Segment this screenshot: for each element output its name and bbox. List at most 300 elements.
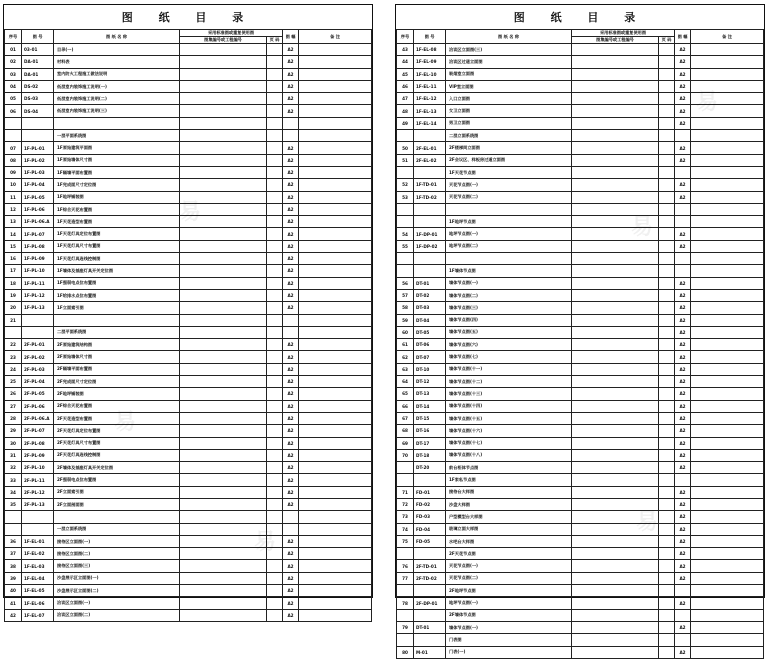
- header-page: 页 码: [659, 37, 675, 44]
- row-number: 48: [397, 105, 414, 117]
- row-number: [5, 523, 22, 535]
- drawing-name: 洽谈区立面图(三): [446, 44, 572, 56]
- table-row: [5, 44, 372, 56]
- drawing-code: 1F-PL-08: [22, 240, 54, 252]
- drawing-code: 1F-PL-11: [22, 277, 54, 289]
- remark: [299, 339, 372, 351]
- row-number: 69: [397, 437, 414, 449]
- page-number: [267, 474, 283, 486]
- drawing-code: 1F-EL-05: [22, 585, 54, 597]
- rows-right: [397, 44, 764, 659]
- page-number: [659, 523, 675, 535]
- table-row: [5, 326, 372, 338]
- row-number: 72: [397, 498, 414, 510]
- drawing-name: 洽谈区立面图(一): [54, 597, 180, 609]
- remark: [299, 585, 372, 597]
- remark: [299, 228, 372, 240]
- table-row: [397, 179, 764, 191]
- remark: [691, 44, 764, 56]
- std-reference: [572, 203, 659, 215]
- page-number: [267, 462, 283, 474]
- std-reference: [180, 585, 267, 597]
- table-row: [5, 80, 372, 92]
- drawing-code: 1F-EL-09: [414, 56, 446, 68]
- page-number: [267, 437, 283, 449]
- drawing-name: 墙体节点图(六): [446, 339, 572, 351]
- drawing-name: 天花节点图(一): [446, 560, 572, 572]
- remark: [691, 314, 764, 326]
- std-reference: [572, 437, 659, 449]
- page-number: [267, 179, 283, 191]
- table-row: [397, 585, 764, 597]
- drawing-name: 2F强弱电点位布置图: [54, 474, 180, 486]
- sheet-size: A2: [283, 166, 299, 178]
- std-reference: [180, 130, 267, 142]
- std-reference: [572, 191, 659, 203]
- page-number: [659, 302, 675, 314]
- drawing-name: 玻璃立面大样图: [446, 523, 572, 535]
- row-number: 15: [5, 240, 22, 252]
- std-reference: [180, 166, 267, 178]
- page-number: [267, 191, 283, 203]
- table-row: [397, 289, 764, 301]
- drawing-code: 1F-EL-01: [22, 535, 54, 547]
- std-reference: [180, 240, 267, 252]
- remark: [299, 314, 372, 326]
- row-number: 75: [397, 535, 414, 547]
- row-number: 50: [397, 142, 414, 154]
- remark: [691, 179, 764, 191]
- page-number: [659, 203, 675, 215]
- header-std-sub: 图集编号或工程编号: [180, 37, 267, 44]
- std-reference: [180, 474, 267, 486]
- page-number: [267, 302, 283, 314]
- table-row: [397, 363, 764, 375]
- header-name: 图 纸 名 称: [446, 30, 572, 44]
- page-number: [267, 44, 283, 56]
- row-number: 52: [397, 179, 414, 191]
- remark: [691, 412, 764, 424]
- std-reference: [180, 326, 267, 338]
- std-reference: [572, 117, 659, 129]
- page-number: [267, 93, 283, 105]
- remark: [691, 437, 764, 449]
- sheet-size: A2: [675, 105, 691, 117]
- table-row: [397, 80, 764, 92]
- remark: [299, 388, 372, 400]
- drawing-name: 墙体节点图(三): [446, 302, 572, 314]
- table-row: [5, 449, 372, 461]
- drawing-code: 2F-PL-10: [22, 462, 54, 474]
- std-reference: [180, 412, 267, 424]
- drawing-code: DA-01: [22, 68, 54, 80]
- table-row: [5, 474, 372, 486]
- table-row: [397, 277, 764, 289]
- std-reference: [180, 425, 267, 437]
- std-reference: [572, 425, 659, 437]
- drawing-code: M-01: [414, 646, 446, 658]
- sheet-size: [675, 265, 691, 277]
- page-number: [659, 191, 675, 203]
- drawing-code: 1F-PL-06: [22, 203, 54, 215]
- drawing-name: [54, 314, 180, 326]
- std-reference: [180, 191, 267, 203]
- row-number: 68: [397, 425, 414, 437]
- table-row: [397, 486, 764, 498]
- sheet-size: [675, 130, 691, 142]
- drawing-name: 1F墙体节点图: [446, 265, 572, 277]
- drawing-code: 1F-PL-02: [22, 154, 54, 166]
- page-number: [267, 265, 283, 277]
- sheet-size: [675, 203, 691, 215]
- row-number: 80: [397, 646, 414, 658]
- drawing-name: 2F天花灯具连线控制图: [54, 449, 180, 461]
- row-number: [397, 609, 414, 621]
- drawing-name: 1F地坪铺装图: [54, 191, 180, 203]
- page-number: [267, 105, 283, 117]
- table-row: [5, 376, 372, 388]
- table-row: [5, 179, 372, 191]
- std-reference: [572, 560, 659, 572]
- drawing-code: [22, 326, 54, 338]
- row-number: [397, 203, 414, 215]
- sheet-size: A2: [283, 93, 299, 105]
- row-number: 43: [397, 44, 414, 56]
- drawing-code: 2F-PL-08: [22, 437, 54, 449]
- std-reference: [180, 93, 267, 105]
- drawing-name: 户型模型台大样图: [446, 511, 572, 523]
- sheet-size: A2: [675, 228, 691, 240]
- table-row: [397, 388, 764, 400]
- table-row: [5, 339, 372, 351]
- sheet-size: A2: [283, 462, 299, 474]
- drawing-name: 2F会议区、样板房过道立面图: [446, 154, 572, 166]
- page-number: [659, 80, 675, 92]
- row-number: 14: [5, 228, 22, 240]
- drawing-code: 2F-PL-06: [22, 400, 54, 412]
- std-reference: [572, 80, 659, 92]
- drawing-code: [414, 474, 446, 486]
- drawing-code: 2F-PL-03: [22, 363, 54, 375]
- drawing-name: 墙体节点图(十三): [446, 388, 572, 400]
- drawing-code: 1F-EL-06: [22, 597, 54, 609]
- remark: [691, 572, 764, 584]
- drawing-name: 墙体节点图(十七): [446, 437, 572, 449]
- page-number: [659, 253, 675, 265]
- header-std-group: 采用标准图或重复使用图: [180, 30, 283, 37]
- page-number: [659, 486, 675, 498]
- table-row: [5, 216, 372, 228]
- std-reference: [572, 388, 659, 400]
- drawing-code: 1F-DP-02: [414, 240, 446, 252]
- std-reference: [572, 462, 659, 474]
- page-number: [659, 265, 675, 277]
- remark: [299, 572, 372, 584]
- drawing-code: 1F-EL-04: [22, 572, 54, 584]
- row-number: 38: [5, 560, 22, 572]
- remark: [299, 560, 372, 572]
- drawing-name: 二层平面系统图: [54, 326, 180, 338]
- sheet-size: A2: [283, 560, 299, 572]
- row-number: 04: [5, 80, 22, 92]
- drawing-code: 2F-PL-13: [22, 498, 54, 510]
- drawing-name: 低层室内装饰施工说明(三): [54, 105, 180, 117]
- drawing-name: [54, 117, 180, 129]
- header-std-group: 采用标准图或重复使用图: [572, 30, 675, 37]
- drawing-code: 1F-PL-04: [22, 179, 54, 191]
- table-row: [5, 437, 372, 449]
- drawing-code: [22, 130, 54, 142]
- page-number: [659, 548, 675, 560]
- table-row: [397, 634, 764, 646]
- row-number: [397, 585, 414, 597]
- table-row: [397, 548, 764, 560]
- row-number: [5, 117, 22, 129]
- header-std-sub: 图集编号或工程编号: [572, 37, 659, 44]
- page-number: [267, 585, 283, 597]
- sheet-size: A2: [675, 314, 691, 326]
- page-number: [659, 154, 675, 166]
- table-row: [397, 216, 764, 228]
- row-number: 13: [5, 216, 22, 228]
- table-row: [397, 535, 764, 547]
- table-row: [5, 166, 372, 178]
- std-reference: [180, 203, 267, 215]
- sheet-size: [675, 609, 691, 621]
- row-number: 40: [5, 585, 22, 597]
- table-row: [5, 93, 372, 105]
- drawing-code: 1F-TD-01: [414, 179, 446, 191]
- drawing-name: 1F天花造型布置图: [54, 216, 180, 228]
- drawing-name: VIP室立面图: [446, 80, 572, 92]
- drawing-code: 1F-EL-11: [414, 80, 446, 92]
- remark: [691, 289, 764, 301]
- remark: [691, 449, 764, 461]
- row-number: 28: [5, 412, 22, 424]
- std-reference: [572, 179, 659, 191]
- std-reference: [572, 130, 659, 142]
- sheet-size: A2: [283, 498, 299, 510]
- page-number: [267, 486, 283, 498]
- page-number: [659, 425, 675, 437]
- sheet-size: A2: [283, 191, 299, 203]
- std-reference: [180, 498, 267, 510]
- table-row: [5, 314, 372, 326]
- header-no: 序号: [5, 30, 22, 44]
- sheet-size: A2: [675, 486, 691, 498]
- table-row: [5, 191, 372, 203]
- drawing-code: DT-05: [414, 326, 446, 338]
- drawing-code: 03-01: [22, 44, 54, 56]
- row-number: [397, 462, 414, 474]
- table-row: [397, 412, 764, 424]
- remark: [299, 474, 372, 486]
- remark: [691, 93, 764, 105]
- sheet-size: A2: [675, 326, 691, 338]
- table-row: [5, 511, 372, 523]
- remark: [691, 363, 764, 375]
- drawing-code: 1F-EL-12: [414, 93, 446, 105]
- table-row: [5, 228, 372, 240]
- row-number: 33: [5, 474, 22, 486]
- sheet-size: A2: [283, 412, 299, 424]
- drawing-code: [414, 130, 446, 142]
- page-number: [659, 339, 675, 351]
- drawing-name: 地坪节点图(二): [446, 240, 572, 252]
- drawing-code: 2F-PL-01: [22, 339, 54, 351]
- remark: [299, 609, 372, 621]
- remark: [299, 425, 372, 437]
- drawing-name: 1F天花节点图: [446, 166, 572, 178]
- std-reference: [180, 351, 267, 363]
- watermark-glyph: 易: [179, 200, 202, 225]
- drawing-name: 1F隔墙平面布置图: [54, 166, 180, 178]
- drawing-code: DT-02: [414, 289, 446, 301]
- row-number: 17: [5, 265, 22, 277]
- drawing-name: 1F原始墙体尺寸图: [54, 154, 180, 166]
- row-number: 12: [5, 203, 22, 215]
- drawing-name: 墙体节点图(一): [446, 277, 572, 289]
- drawing-name: 沙盘展示区立面图(一): [54, 572, 180, 584]
- table-row: [5, 585, 372, 597]
- table-row: [5, 597, 372, 609]
- row-number: 10: [5, 179, 22, 191]
- sheet-size: A2: [283, 437, 299, 449]
- remark: [691, 388, 764, 400]
- page-number: [267, 80, 283, 92]
- std-reference: [180, 535, 267, 547]
- table-row: [397, 376, 764, 388]
- drawing-name: 墙体节点图(十五): [446, 412, 572, 424]
- page-number: [267, 609, 283, 621]
- page-number: [659, 474, 675, 486]
- table-row: [5, 498, 372, 510]
- std-reference: [572, 154, 659, 166]
- row-number: 34: [5, 486, 22, 498]
- sheet-size: [283, 523, 299, 535]
- sheet-size: A2: [675, 572, 691, 584]
- table-row: [397, 646, 764, 658]
- drawing-code: [414, 609, 446, 621]
- page-number: [267, 326, 283, 338]
- table-row: [397, 130, 764, 142]
- row-number: 59: [397, 314, 414, 326]
- sheet-size: A2: [283, 425, 299, 437]
- drawing-code: [22, 117, 54, 129]
- row-number: 01: [5, 44, 22, 56]
- page-number: [267, 535, 283, 547]
- page-number: [659, 179, 675, 191]
- std-reference: [572, 253, 659, 265]
- std-reference: [572, 572, 659, 584]
- std-reference: [180, 117, 267, 129]
- table-row: [397, 253, 764, 265]
- page-number: [659, 142, 675, 154]
- table-row: [5, 154, 372, 166]
- std-reference: [572, 535, 659, 547]
- drawing-name: 墙体节点图(二): [446, 289, 572, 301]
- std-reference: [180, 449, 267, 461]
- table-row: [5, 523, 372, 535]
- drawing-code: FD-03: [414, 511, 446, 523]
- drawing-code: 1F-EL-13: [414, 105, 446, 117]
- drawing-code: 1F-EL-03: [22, 560, 54, 572]
- row-number: 24: [5, 363, 22, 375]
- std-reference: [572, 44, 659, 56]
- rows-left: [5, 44, 372, 622]
- row-number: 42: [5, 609, 22, 621]
- sheet-size: A2: [675, 154, 691, 166]
- std-reference: [572, 548, 659, 560]
- row-number: 36: [5, 535, 22, 547]
- table-row: [397, 609, 764, 621]
- std-reference: [572, 228, 659, 240]
- std-reference: [180, 437, 267, 449]
- drawing-name: 二层立面系统图: [446, 130, 572, 142]
- index-table-left: [4, 29, 372, 622]
- remark: [299, 400, 372, 412]
- drawing-name: 2F立面索引图: [54, 486, 180, 498]
- row-number: 03: [5, 68, 22, 80]
- remark: [691, 535, 764, 547]
- remark: [299, 277, 372, 289]
- page-number: [267, 314, 283, 326]
- row-number: 29: [5, 425, 22, 437]
- table-row: [5, 400, 372, 412]
- drawing-code: 2F-TD-01: [414, 560, 446, 572]
- remark: [691, 376, 764, 388]
- sheet-size: A2: [283, 68, 299, 80]
- drawing-name: 2F天花灯具定位布置图: [54, 425, 180, 437]
- sheet-size: A2: [283, 142, 299, 154]
- drawing-code: [414, 216, 446, 228]
- remark: [691, 265, 764, 277]
- header-code: 图 号: [22, 30, 54, 44]
- std-reference: [180, 105, 267, 117]
- drawing-code: DT-06: [414, 339, 446, 351]
- drawing-code: DT-14: [414, 400, 446, 412]
- drawing-name: 1F天花灯具尺寸布置图: [54, 240, 180, 252]
- page-number: [659, 240, 675, 252]
- page-number: [267, 154, 283, 166]
- drawing-index-sheet-right: [395, 4, 765, 655]
- sheet-size: A2: [675, 412, 691, 424]
- sheet-size: A2: [675, 363, 691, 375]
- remark: [691, 560, 764, 572]
- page-number: [267, 289, 283, 301]
- sheet-size: [675, 585, 691, 597]
- page-number: [659, 376, 675, 388]
- drawing-name: 接待台大样图: [446, 486, 572, 498]
- sheet-size: [283, 117, 299, 129]
- drawing-code: 1F-PL-09: [22, 253, 54, 265]
- remark: [299, 44, 372, 56]
- drawing-name: 2F立面剖面图: [54, 498, 180, 510]
- remark: [299, 462, 372, 474]
- row-number: 08: [5, 154, 22, 166]
- drawing-name: 水吧台大样图: [446, 535, 572, 547]
- drawing-code: 2F-EL-02: [414, 154, 446, 166]
- remark: [299, 93, 372, 105]
- std-reference: [572, 166, 659, 178]
- sheet-size: A2: [675, 289, 691, 301]
- table-row: [5, 277, 372, 289]
- sheet-size: A2: [675, 44, 691, 56]
- remark: [691, 154, 764, 166]
- sheet-size: A2: [675, 179, 691, 191]
- page-number: [659, 277, 675, 289]
- std-reference: [572, 597, 659, 609]
